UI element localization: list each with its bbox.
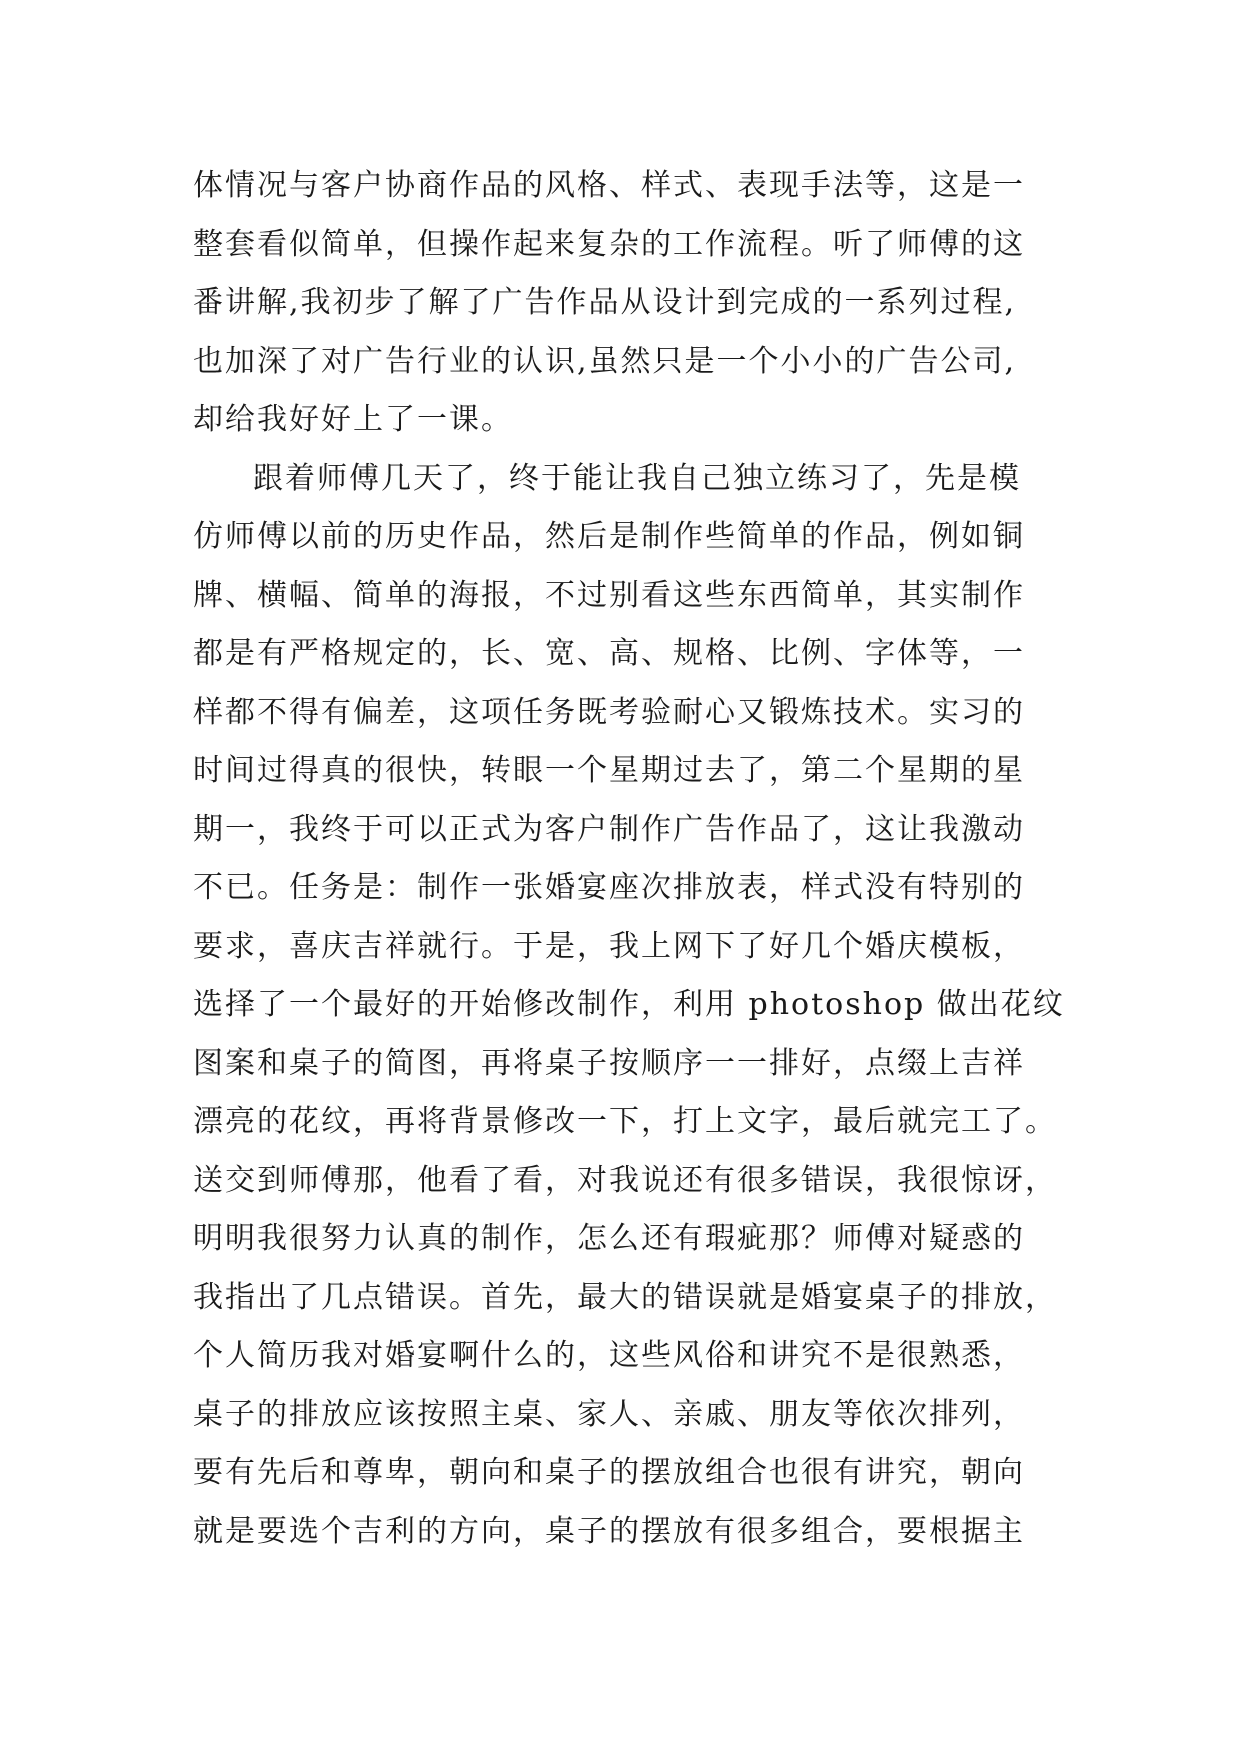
text-line: 样都不得有偏差，这项任务既考验耐心又锻炼技术。实习的 xyxy=(193,694,1025,730)
text-line: 跟着师傅几天了，终于能让我自己独立练习了，先是模 xyxy=(253,460,1021,496)
text-line: 体情况与客户协商作品的风格、样式、表现手法等，这是一 xyxy=(193,168,1025,203)
text-line: 明明我很努力认真的制作，怎么还有瑕疵那？师傅对疑惑的 xyxy=(193,1221,1025,1256)
text-line: 期一，我终于可以正式为客户制作广告作品了，这让我激动 xyxy=(193,811,1025,847)
text-line: 桌子的排放应该按照主桌、家人、亲戚、朋友等依次排列， xyxy=(193,1396,1025,1432)
text-line: 选择了一个最好的开始修改制作，利用 photoshop 做出花纹 xyxy=(193,987,1065,1022)
text-line: 要有先后和尊卑，朝向和桌子的摆放组合也很有讲究，朝向 xyxy=(193,1455,1025,1490)
body-text xyxy=(193,157,1093,1561)
text-line: 仿师傅以前的历史作品，然后是制作些简单的作品，例如铜 xyxy=(193,519,1025,554)
text-line: 漂亮的花纹，再将背景修改一下，打上文字，最后就完工了。 xyxy=(193,1104,1057,1139)
text-line: 也加深了对广告行业的认识,虽然只是一个小小的广告公司, xyxy=(193,343,1017,379)
text-line: 就是要选个吉利的方向，桌子的摆放有很多组合，要根据主 xyxy=(193,1513,1025,1549)
text-line: 我指出了几点错误。首先，最大的错误就是婚宴桌子的排放， xyxy=(193,1279,1057,1315)
text-line: 图案和桌子的简图，再将桌子按顺序一一排好，点缀上吉祥 xyxy=(193,1045,1025,1081)
text-line: 个人简历我对婚宴啊什么的，这些风俗和讲究不是很熟悉， xyxy=(193,1338,1025,1373)
text-line: 不已。任务是：制作一张婚宴座次排放表，样式没有特别的 xyxy=(193,870,1025,905)
text-line: 番讲解,我初步了解了广告作品从设计到完成的一系列过程, xyxy=(193,285,1017,320)
text-line: 时间过得真的很快，转眼一个星期过去了，第二个星期的星 xyxy=(193,753,1025,788)
text-line: 送交到师傅那，他看了看，对我说还有很多错误，我很惊讶， xyxy=(193,1162,1057,1198)
text-line: 整套看似简单，但操作起来复杂的工作流程。听了师傅的这 xyxy=(193,226,1025,262)
text-line: 牌、横幅、简单的海报，不过别看这些东西简单，其实制作 xyxy=(193,577,1025,613)
text-line: 都是有严格规定的，长、宽、高、规格、比例、字体等，一 xyxy=(193,636,1025,671)
text-line: 要求，喜庆吉祥就行。于是，我上网下了好几个婚庆模板， xyxy=(193,928,1025,964)
paragraph-1 xyxy=(193,157,1093,450)
paragraph-2 xyxy=(193,450,1093,1562)
text-line: 却给我好好上了一课。 xyxy=(193,402,513,437)
